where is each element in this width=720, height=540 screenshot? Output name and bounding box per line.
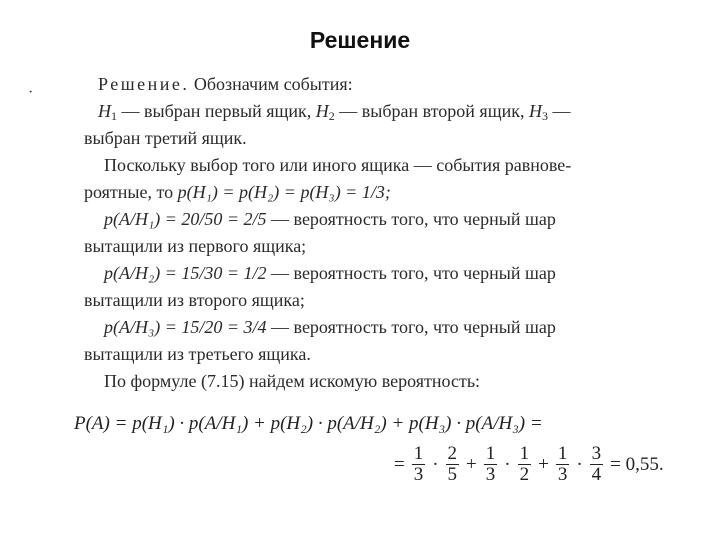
fraction-6-den: 4 — [591, 464, 602, 485]
solution-lead-word: Решение. — [98, 74, 190, 94]
total-probability-formula: P(A) = p(H₁) · p(A/H₁) + p(H₂) · p(A/H₂) + p(H₃) · p(A/H₃) = — [74, 413, 543, 434]
p2-text: — вероятность того, что черный шар — [266, 263, 556, 283]
bullet-mark: · — [28, 84, 34, 101]
solution-line-7: вытащили из первого ящика; — [84, 236, 307, 256]
h3-dash: — — [547, 101, 571, 121]
p1-text: — вероятность того, что черный шар — [266, 209, 556, 229]
solution-line-10 — [104, 317, 556, 338]
solution-line-1 — [98, 74, 353, 95]
solution-line-5 — [84, 182, 391, 203]
events-intro: Обозначим события: — [193, 74, 353, 94]
h3-symbol: H — [528, 101, 542, 121]
solution-line-9: вытащили из второго ящика; — [84, 290, 305, 310]
fraction-5-den: 3 — [557, 464, 568, 485]
solution-line-12: По формуле (7.15) найдем искомую вероятность: — [104, 371, 481, 391]
fraction-6 — [590, 444, 604, 485]
h2-subscript: 2 — [328, 109, 335, 123]
result-value: = 0,55. — [610, 453, 664, 475]
solution-line-6 — [104, 209, 556, 230]
fraction-1-den: 3 — [413, 464, 424, 485]
p2-formula: p(A/H₂) = 15/30 = 1/2 — [104, 263, 267, 283]
fraction-2-num: 2 — [447, 443, 458, 464]
plus-operator: + — [538, 453, 549, 475]
fraction-4-num: 1 — [519, 443, 530, 464]
fraction-3 — [484, 444, 498, 485]
equals-sign: = — [394, 453, 405, 475]
solution-line-2 — [98, 101, 570, 124]
solution-line-3: выбран третий ящик. — [84, 128, 247, 148]
page-title: Решение — [309, 27, 411, 53]
solution-line-11: вытащили из третьего ящика. — [84, 344, 311, 364]
p3-formula: p(A/H₃) = 15/20 = 3/4 — [104, 317, 267, 337]
h2-description: — выбран второй ящик, — [334, 101, 529, 121]
fraction-2 — [446, 444, 460, 485]
numeric-evaluation — [390, 444, 668, 485]
dot-operator: · — [432, 453, 439, 475]
p3-text: — вероятность того, что черный шар — [266, 317, 556, 337]
fraction-1-num: 1 — [413, 443, 424, 464]
solution-line-4: Поскольку выбор того или иного ящика — события равнове- — [104, 155, 572, 175]
fraction-3-num: 1 — [485, 443, 496, 464]
equiprobable-formula: p(H₁) = p(H₂) = p(H₃) = 1/3; — [177, 182, 391, 202]
fraction-5-num: 1 — [557, 443, 568, 464]
h2-symbol: H — [315, 101, 329, 121]
h1-description: — выбран первый ящик, — [117, 101, 316, 121]
dot-operator: · — [576, 453, 583, 475]
fraction-3-den: 3 — [485, 464, 496, 485]
fraction-5 — [556, 444, 570, 485]
solution-line-8 — [104, 263, 556, 284]
fraction-4-den: 2 — [519, 464, 530, 485]
plus-operator: + — [466, 453, 477, 475]
h1-symbol: H — [98, 101, 111, 121]
p1-formula: p(A/H₁) = 20/50 = 2/5 — [104, 209, 267, 229]
h1-subscript: 1 — [111, 109, 117, 123]
fraction-6-num: 3 — [591, 443, 602, 464]
h3-subscript: 3 — [541, 109, 548, 123]
fraction-2-den: 5 — [447, 464, 458, 485]
dot-operator: · — [504, 453, 511, 475]
equiprobable-text: роятные, то — [84, 182, 178, 202]
fraction-1 — [412, 444, 426, 485]
fraction-4 — [518, 444, 532, 485]
